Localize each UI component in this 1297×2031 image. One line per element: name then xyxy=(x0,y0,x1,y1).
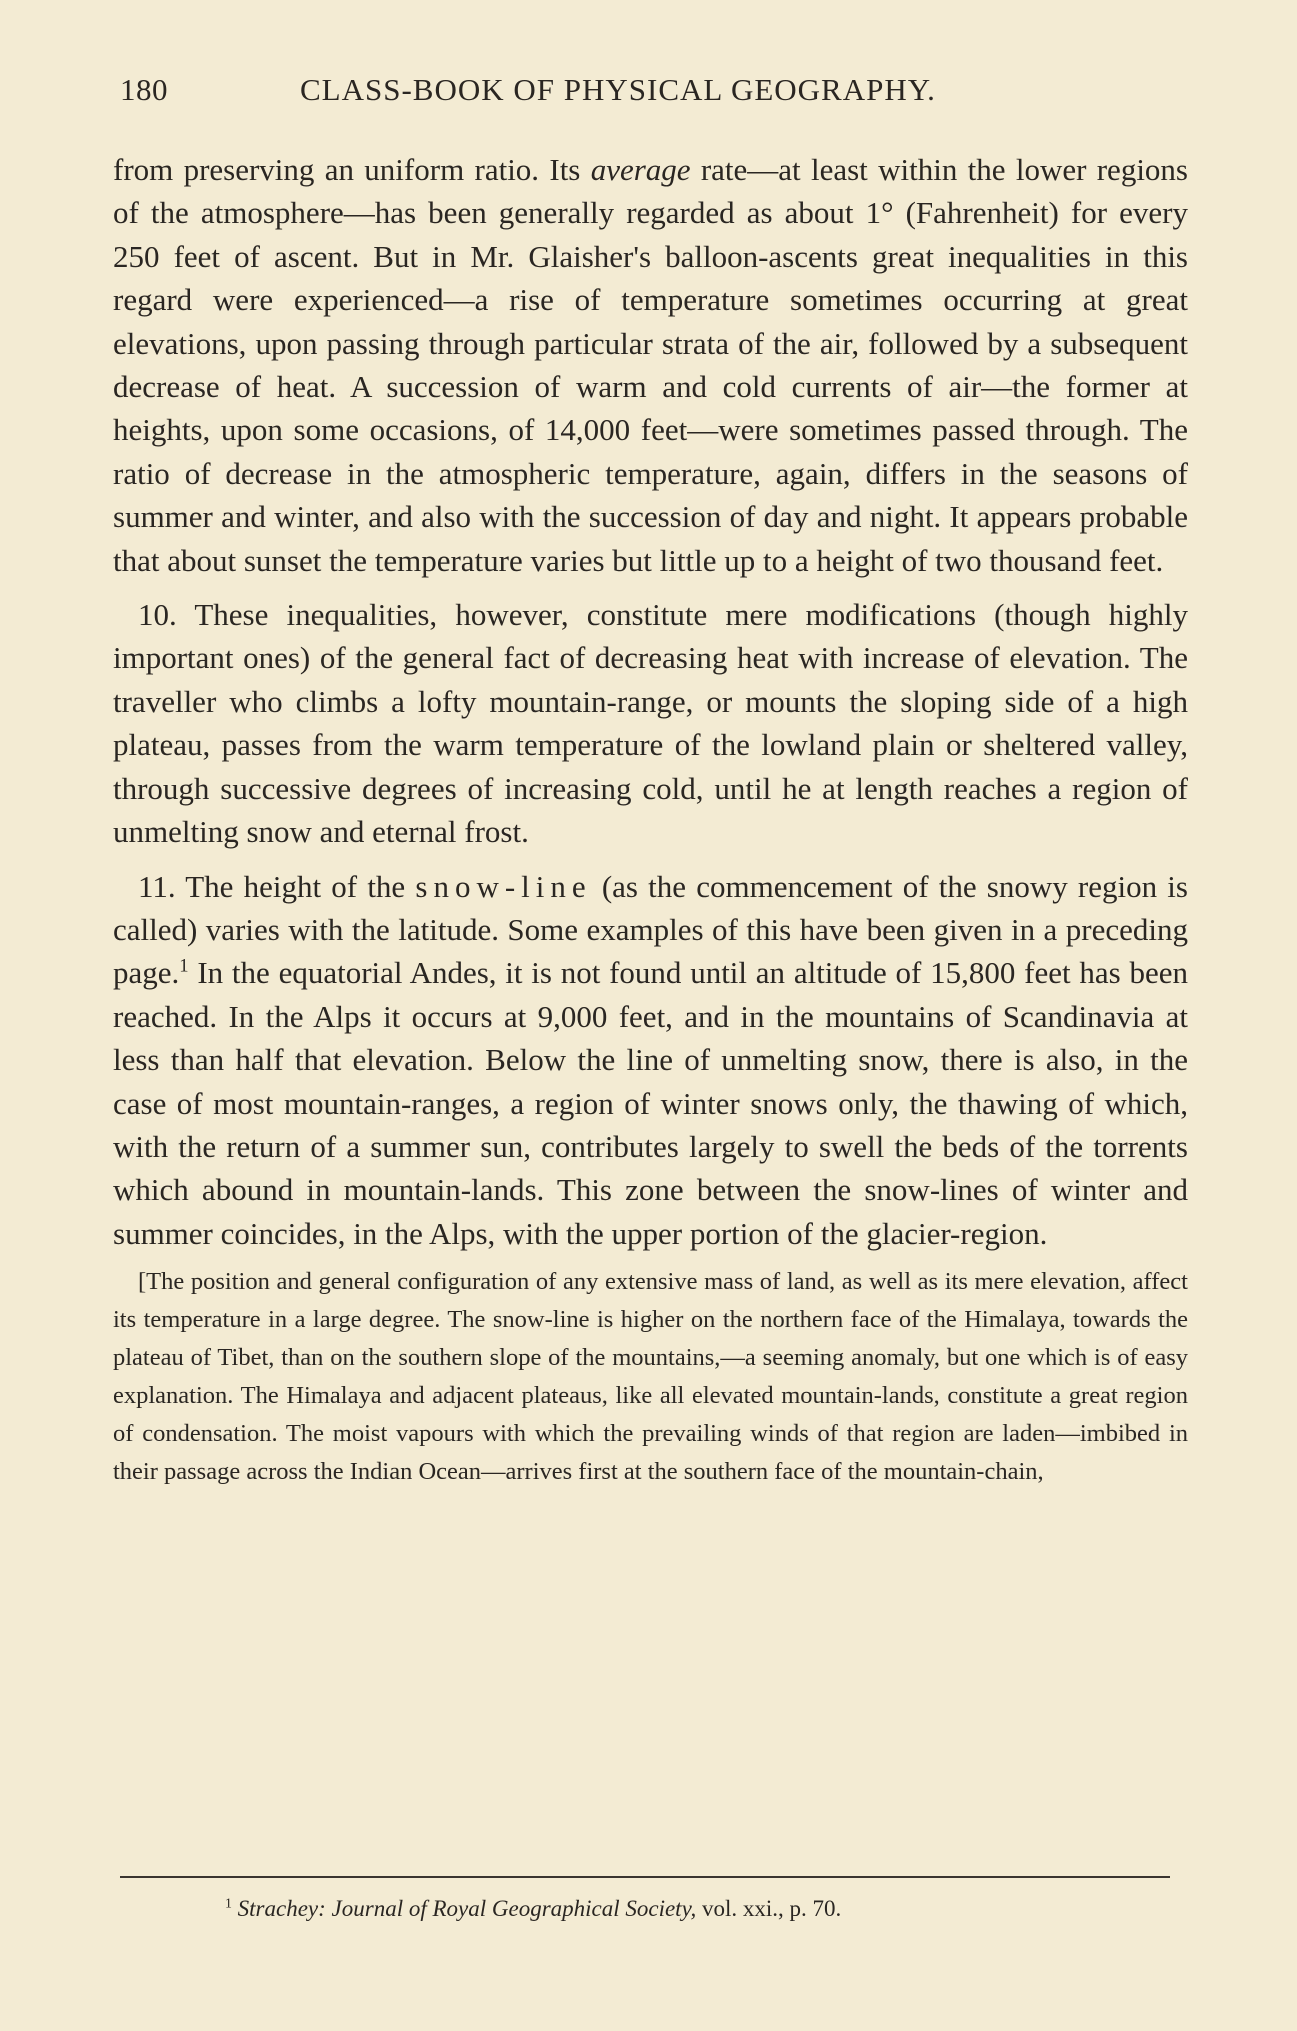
footnote-reference: 1 xyxy=(179,955,189,977)
page-header xyxy=(120,72,1195,118)
section-number: 11. xyxy=(138,868,176,904)
bracketed-note xyxy=(113,1263,1188,1491)
paragraph-text: rate—at least within the lower regions of the atmosphere—has been generally regarded as about 1° (Fahrenheit) for every 250 feet of ascent. But in Mr. Glaisher's balloon-ascents great inequalities in this regard were experienced—a rise of temperature sometimes occurring at great elevations, upon passing through particular strata of the air, followed by a subsequent decrease of heat. A succession of warm and cold currents of air—the former at heights, upon some occasions, of 14,000 feet—were sometimes passed through. The ratio of decrease in the atmospheric temperature, again, differs in the seasons of summer and winter, and also with the succession of day and night. It appears probable that about sunset the temperature varies but little up to a height of two thousand feet. xyxy=(113,152,1188,578)
emphasis-average: average xyxy=(590,152,691,187)
footnote-divider xyxy=(120,1876,1170,1878)
section-number: 10. xyxy=(138,597,177,633)
running-head: CLASS-BOOK OF PHYSICAL GEOGRAPHY. xyxy=(300,72,936,107)
footnote-source: Strachey: Journal of Royal Geographical Society, xyxy=(231,1896,697,1921)
body-text xyxy=(113,148,1188,1491)
paragraph-text: The height of the xyxy=(175,868,416,904)
paragraph-text: (as the commencement of the snowy region is called) varies with the latitude. Some examples of this have been given in a preceding page. xyxy=(113,868,1188,991)
paragraph-text: In the equatorial Andes, it is not found until an altitude of 15,800 feet has been reached. In the Alps it occurs at 9,000 feet, and in the mountains of Scandinavia at less than half that elevation. Below the line of unmelting snow, there is also, in the case of most mountain-ranges, a region of winter snows only, the thawing of which, with the return of a summer sun, contributes largely to swell the beds of the torrents which abound in mountain-lands. This zone between the snow-lines of winter and summer coincides, in the Alps, with the upper portion of the glacier-region. xyxy=(113,955,1188,1251)
page-number: 180 xyxy=(120,72,168,107)
paragraph-continued xyxy=(113,148,1188,582)
term-snow-line: snow-line xyxy=(415,868,592,904)
note-text: [The position and general configuration of any extensive mass of land, as well as its mere elevation, affect its temperature in a large degree. The snow-line is higher on the northern face of the Himalaya, towards the plateau of Tibet, than on the southern slope of the mountains,—a seeming anomaly, but one which is of easy explanation. The Himalaya and adjacent plateaus, like all elevated mountain-lands, constitute a great region of condensation. The moist vapours with which the prevailing winds of that region are laden—imbibed in their passage across the Indian Ocean—arrives first at the southern face of the mountain-chain, xyxy=(113,1268,1188,1486)
paragraph-10 xyxy=(113,593,1188,853)
footnote-marker: 1 xyxy=(225,1895,232,1911)
paragraph-text: from preserving an uniform ratio. Its xyxy=(113,152,591,187)
paragraph-text: These inequalities, however, constitute mere modifications (though highly important ones) of the general fact of decreasing heat with increase of elevation. The traveller who climbs a lofty mountain-range, or mounts the sloping side of a high plateau, passes from the warm temperature of the lowland plain or sheltered valley, through successive degrees of increasing cold, until he at length reaches a region of unmelting snow and eternal frost. xyxy=(113,597,1188,850)
footnote xyxy=(225,1894,1125,1924)
paragraph-11 xyxy=(113,865,1188,1256)
footnote-citation: vol. xxi., p. 70. xyxy=(696,1896,842,1921)
